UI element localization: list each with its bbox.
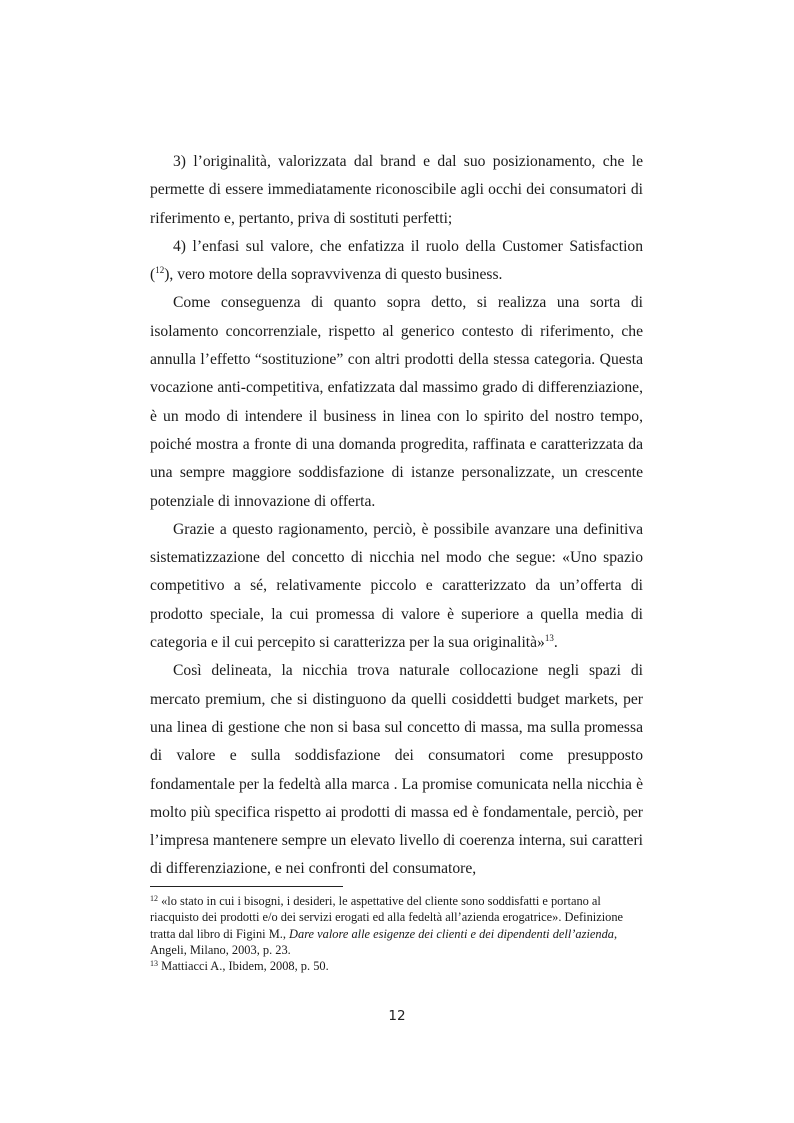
footnote-12-book-title: Dare valore alle esigenze dei clienti e dei dipendenti dell’azienda [289, 926, 614, 941]
footnote-ref-12[interactable]: 12 [155, 265, 165, 276]
footnotes [150, 893, 643, 974]
paragraph-niche-definition: Grazie a questo ragionamento, perciò, è possibile avanzare una definitiva sistematizzazione del concetto di nicchia nel modo che segue: «Uno spazio competitivo a sé, relativamente piccolo e caratterizzato da un’offerta di prodotto speciale, la cui promessa di valore è superiore a quella media di categoria e il cui percepito si caratterizza per la sua originalità»$^{13}$. [150, 520, 643, 652]
footnote-ref-13[interactable]: 13 [544, 633, 554, 644]
page-number: 12 [388, 1008, 406, 1024]
paragraph-originality: 3) l’originalità, valorizzata dal brand e dal suo posizionamento, che le permette di essere immediatamente riconoscibile agli occhi dei consumatori di riferimento e, pertanto, priva di sostituti perfetti; [150, 153, 643, 227]
paragraph-premium-markets: Così delineata, la nicchia trova naturale collocazione negli spazi di mercato premium, che si distinguono da quelli cosiddetti budget markets, per una linea di gestione che non si basa sul concetto di massa, ma sulla promessa di valore e sulla soddisfazione dei consumatori come presupposto fondamentale per la fedeltà alla marca . La promise comunicata nella nicchia è molto più specifica rispetto ai prodotti di massa ed è fondamentale, perciò, per l’impresa mantenere sempre un elevato livello di coerenza interna, sui caratteri di differenziazione, e nei confronti del consumatore, [150, 662, 643, 878]
paragraph-isolation: Come conseguenza di quanto sopra detto, si realizza una sorta di isolamento concorrenziale, rispetto al generico contesto di riferimento, che annulla l’effetto “sostituzione” con altri prodotti della stessa categoria. Questa vocazione anti-competitiva, enfatizzata dal massimo grado di differenziazione, è un modo di intendere il business in linea con lo spirito del nostro tempo, poiché mostra a fronte di una domanda progredita, raffinata e caratterizzata da una sempre maggiore soddisfazione di istanze personalizzate, un crescente potenziale di innovazione di offerta. [150, 294, 643, 510]
paragraph-value-emphasis: 4) l’enfasi sul valore, che enfatizza il ruolo della Customer Satisfaction ($^{12}$), vero motore della sopravvivenza di questo business. [150, 237, 643, 284]
body-text [150, 148, 643, 884]
footnote-separator [150, 886, 343, 887]
footnote-13: $^{13}$ Mattiacci A., Ibidem, 2008, p. 50. [150, 959, 329, 974]
footnote-12: $^{12}$ «lo stato in cui i bisogni, i desideri, le aspettative del cliente sono soddisfatti e portano al riacquisto dei prodotti e/o dei servizi erogati ed alla fedeltà all’azienda erogatrice». Definizione tratta dal libro di Figini M., Dare valore alle esigenze dei clienti e dei dipendenti dell’azienda, Angeli, Milano, 2003, p. 23. [150, 894, 624, 957]
